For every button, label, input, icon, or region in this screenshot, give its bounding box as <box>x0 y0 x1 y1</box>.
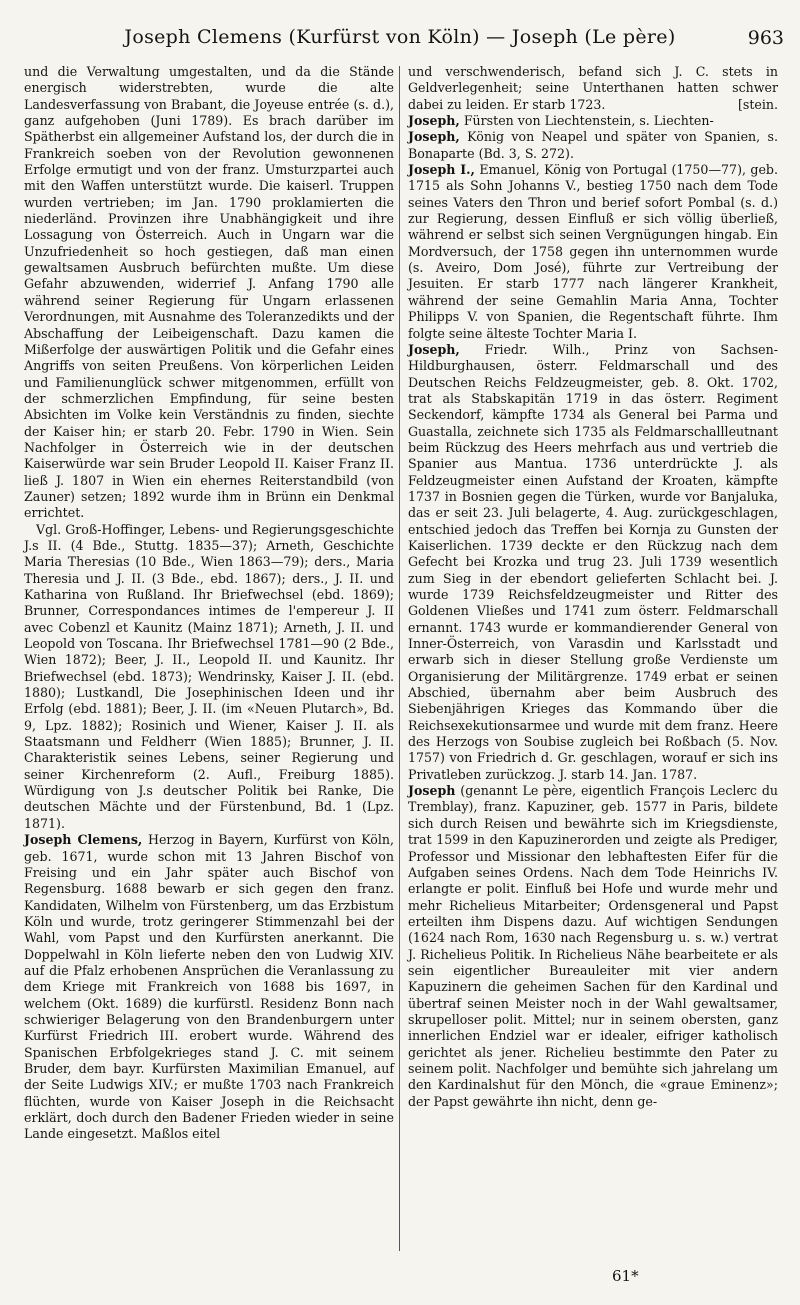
entry-continuation-paragraph: und die Verwaltung umgestalten, und da die Stände energisch widerstrebten, wurde die alte Landesverfassung von Brabant, die Joyeuse entrée (s. d.), ganz aufgehoben (Juni 1789). Es brach darüber im Spätherbst ein allgemeiner Aufstand los, der durch die in Frankreich soeben von der Revolution gewonnenen Erfolge ermutigt und von der franz. Umsturzpartei auch mit den Waffen unterstützt wurde. Die kaiserl. Truppen wurden vertrieben; im Jan. 1790 proklamierten die niederländ. Provinzen ihre Unabhängigkeit und ihre Lossagung von Österreich. Auch in Ungarn war die Unzufriedenheit so hoch gestiegen, daß man einen gewaltsamen Ausbruch befürchten mußte. Um diese Gefahr abzuwenden, widerrief J. Anfang 1790 alle während seiner Regierung für Ungarn erlassenen Verordnungen, mit Ausnahme des Toleranzedikts und der Abschaffung der Leibeigenschaft. Dazu kamen die Mißerfolge der auswärtigen Politik und die Gefahr eines Angriffs von seiten Preußens. Von körperlichen Leiden und Familienunglück schwer mitgenommen, erfüllt von der schmerzlichen Empfindung, für seine besten Absichten im Volke kein Verständnis zu finden, siechte der Kaiser hin; er starb 20. Febr. 1790 in Wien. Sein Nachfolger in Österreich wie in der deutschen Kaiserwürde war sein Bruder Leopold II. Kaiser Franz II. ließ J. 1807 in Wien ein ehernes Reiterstandbild (von Zauner) setzen; 1892 wurde ihm in Brünn ein Denkmal errichtet. <box>24 64 394 521</box>
running-head-title: Joseph Clemens (Kurfürst von Köln) — Joseph (Le père) <box>124 26 676 48</box>
entry-text: Friedr. Wilh., Prinz von Sachsen-Hildburghausen, österr. Feldmarschall und des Deutschen Reichs Feldzeugmeister, geb. 8. Okt. 1702, trat als Stabskapitän 1719 in das österr. Regiment Seckendorf, kämpfte 1734 als General bei Parma und Guastalla, zeichnete sich 1735 als Feldmarschallleutnant beim Rückzug des Heers mehrfach aus und vertrieb die Spanier aus Mantua. 1736 unterdrückte J. als Feldzeugmeister einen Aufstand der Kroaten, kämpfte 1737 in Bosnien gegen die Türken, wurde vor Banjaluka, das er seit 23. Juli belagerte, 4. Aug. zurückgeschlagen, entschied jedoch das Treffen bei Kornja zu Gunsten der Kaiserlichen. 1739 deckte er den Rückzug nach dem Gefecht bei Krozka und trug 23. Juli 1739 wesentlich zum Sieg in der ebendort gelieferten Schlacht bei. J. wurde 1739 Reichsfeldzeugmeister und Ritter des Goldenen Vließes und 1741 zum österr. Feldmarschall ernannt. 1743 wurde er kommandierender General von Inner-Österreich, von Varasdin und Karlsstadt und erwarb sich in dieser Stellung große Verdienste um Organisierung der Militärgrenze. 1749 erbat er seinen Abschied, übernahm aber beim Ausbruch des Siebenjährigen Krieges das Kommando über die Reichsexekutionsarmee und wurde mit dem franz. Heere des Herzogs von Soubise zugleich bei Roßbach (5. Nov. 1757) von Friedrich d. Gr. geschlagen, worauf er sich ins Privatleben zurückzog. J. starb 14. Jan. 1787. <box>408 341 778 782</box>
entry-continuation-paragraph <box>408 64 778 113</box>
right-column <box>408 64 778 1110</box>
entry-joseph-le-pere <box>408 783 778 1110</box>
entry-joseph-liechtenstein <box>408 113 778 129</box>
column-divider <box>399 66 400 1251</box>
carryover-fragment: [stein. <box>737 96 778 112</box>
signature-mark: 61* <box>612 1267 639 1285</box>
left-column <box>24 64 394 1143</box>
entry-headword: Joseph, <box>408 129 460 145</box>
entry-text: (genannt Le père, eigentlich François Leclerc du Tremblay), franz. Kapuziner, geb. 1577 in Paris, bildete sich durch Reisen und bewährte sich im Kriegsdienste, trat 1599 in den Kapuzinerorden und zeigte als Prediger, Professor und Missionar den lebhaftesten Eifer für die Aufgaben seines Ordens. Nach dem Tode Heinrichs IV. erlangte er polit. Einfluß bei Hofe und wurde mehr und mehr Richelieus Mitarbeiter; Ordensgeneral und Papst erteilten ihm Dispens dazu. Auf wichtigen Sendungen (1624 nach Rom, 1630 nach Regensburg u. s. w.) vertrat J. Richelieus Politik. In Richelieus Nähe bearbeitete er als sein eigentlicher Bureauleiter mit vier andern Kapuzinern die geheimen Sachen für den Kardinal und übertraf seinen Meister noch in der Wahl gewaltsamer, skrupelloser polit. Mittel; nur in seinem obersten, ganz innerlichen Endziel war er idealer, eifriger katholisch gerichtet als jener. Richelieu bestimmte den Pater zu seinem polit. Nachfolger und bemühte sich jahrelang um den Kardinalshut für den Mönch, die «graue Eminenz»; der Papst gewährte ihn nicht, denn ge- <box>408 783 778 1109</box>
entry-headword: Joseph Clemens, <box>24 832 143 848</box>
entry-text: König von Neapel und später von Spanien, s. Bonaparte (Bd. 3, S. 272). <box>408 129 778 161</box>
entry-headword: Joseph, <box>408 113 460 129</box>
entry-headword: Joseph, <box>408 341 460 357</box>
entry-text: Herzog in Bayern, Kurfürst von Köln, geb. 1671, wurde schon mit 13 Jahren Bischof von Freising und ein Jahr später auch Bischof von Regensburg. 1688 bewarb er sich gegen den franz. Kandidaten, Wilhelm von Fürstenberg, um das Erzbistum Köln und wurde, trotz geringerer Stimmenzahl bei der Wahl, vom Papst und den Kurfürsten anerkannt. Die Doppelwahl in Köln lieferte neben den von Ludwig XIV. auf die Pfalz erhobenen Ansprüchen die Veranlassung zu dem Kriege mit Frankreich von 1688 bis 1697, in welchem (Okt. 1689) die kurfürstl. Residenz Bonn nach schwieriger Belagerung von den Brandenburgern unter Kurfürst Friedrich III. erobert wurde. Während des Spanischen Erbfolgekrieges stand J. C. mit seinem Bruder, dem bayr. Kurfürsten Maximilian Emanuel, auf der Seite Ludwigs XIV.; er mußte 1703 nach Frankreich flüchten, wurde von Kaiser Joseph in die Reichsacht erklärt, doch durch den Badener Frieden wieder in seine Lande eingesetzt. Maßlos eitel <box>24 832 394 1142</box>
entry-joseph-sachsen-hildburghausen <box>408 342 778 783</box>
entry-headword: Joseph <box>408 783 456 799</box>
entry-text: Emanuel, König von Portugal (1750—77), geb. 1715 als Sohn Johanns V., bestieg 1750 nach dem Tode seines Vaters den Thron und berief sofort Pombal (s. d.) zur Regierung, dessen Einfluß er sich völlig überließ, während er selbst sich seinen Vergnügungen hingab. Ein Mordversuch, der 1758 gegen ihn unternommen wurde (s. Aveiro, Dom José), führte zur Vertreibung der Jesuiten. Er starb 1777 nach längerer Krankheit, während der seine Gemahlin Maria Anna, Tochter Philipps V. von Spanien, die Regentschaft führte. Ihm folgte seine älteste Tochter Maria I. <box>408 162 779 341</box>
page-number: 963 <box>747 27 784 49</box>
bibliography-paragraph: Vgl. Groß-Hoffinger, Lebens- und Regierungsgeschichte J.s II. (4 Bde., Stuttg. 1835—37); Arneth, Geschichte Maria Theresias (10 Bde., Wien 1863—79); ders., Maria Theresia und J. II. (3 Bde., ebd. 1867); ders., J. II. und Katharina von Rußland. Ihr Briefwechsel (ebd. 1869); Brunner, Correspondances intimes de l'empereur J. II avec Cobenzl et Kaunitz (Mainz 1871); Arneth, J. II. und Leopold von Toscana. Ihr Briefwechsel 1781—90 (2 Bde., Wien 1872); Beer, J. II., Leopold II. und Kaunitz. Ihr Briefwechsel (ebd. 1873); Wendrinsky, Kaiser J. II. (ebd. 1880); Lustkandl, Die Josephinischen Ideen und ihr Erfolg (ebd. 1881); Beer, J. II. (im «Neuen Plutarch», Bd. 9, Lpz. 1882); Rosinich und Wiener, Kaiser J. II. als Staatsmann und Feldherr (Wien 1885); Brunner, J. II. Charakteristik seines Lebens, seiner Regierung und seiner Kirchenreform (2. Aufl., Freiburg 1885). Würdigung von J.s deutscher Politik bei Ranke, Die deutschen Mächte und der Fürstenbund, Bd. 1 (Lpz. 1871). <box>24 521 394 831</box>
entry-joseph-neapel <box>408 129 778 162</box>
entry-joseph-clemens <box>24 832 394 1143</box>
entry-joseph-i-portugal <box>408 162 778 342</box>
running-head <box>0 26 800 56</box>
entry-text: Fürsten von Liechtenstein, s. Liechten- <box>459 113 714 129</box>
entry-headword: Joseph I., <box>408 162 475 178</box>
entry-text: und verschwenderisch, befand sich J. C. stets in Geldverlegenheit; seine Unterthanen hatten schwer dabei zu leiden. Er starb 1723. <box>408 64 778 112</box>
